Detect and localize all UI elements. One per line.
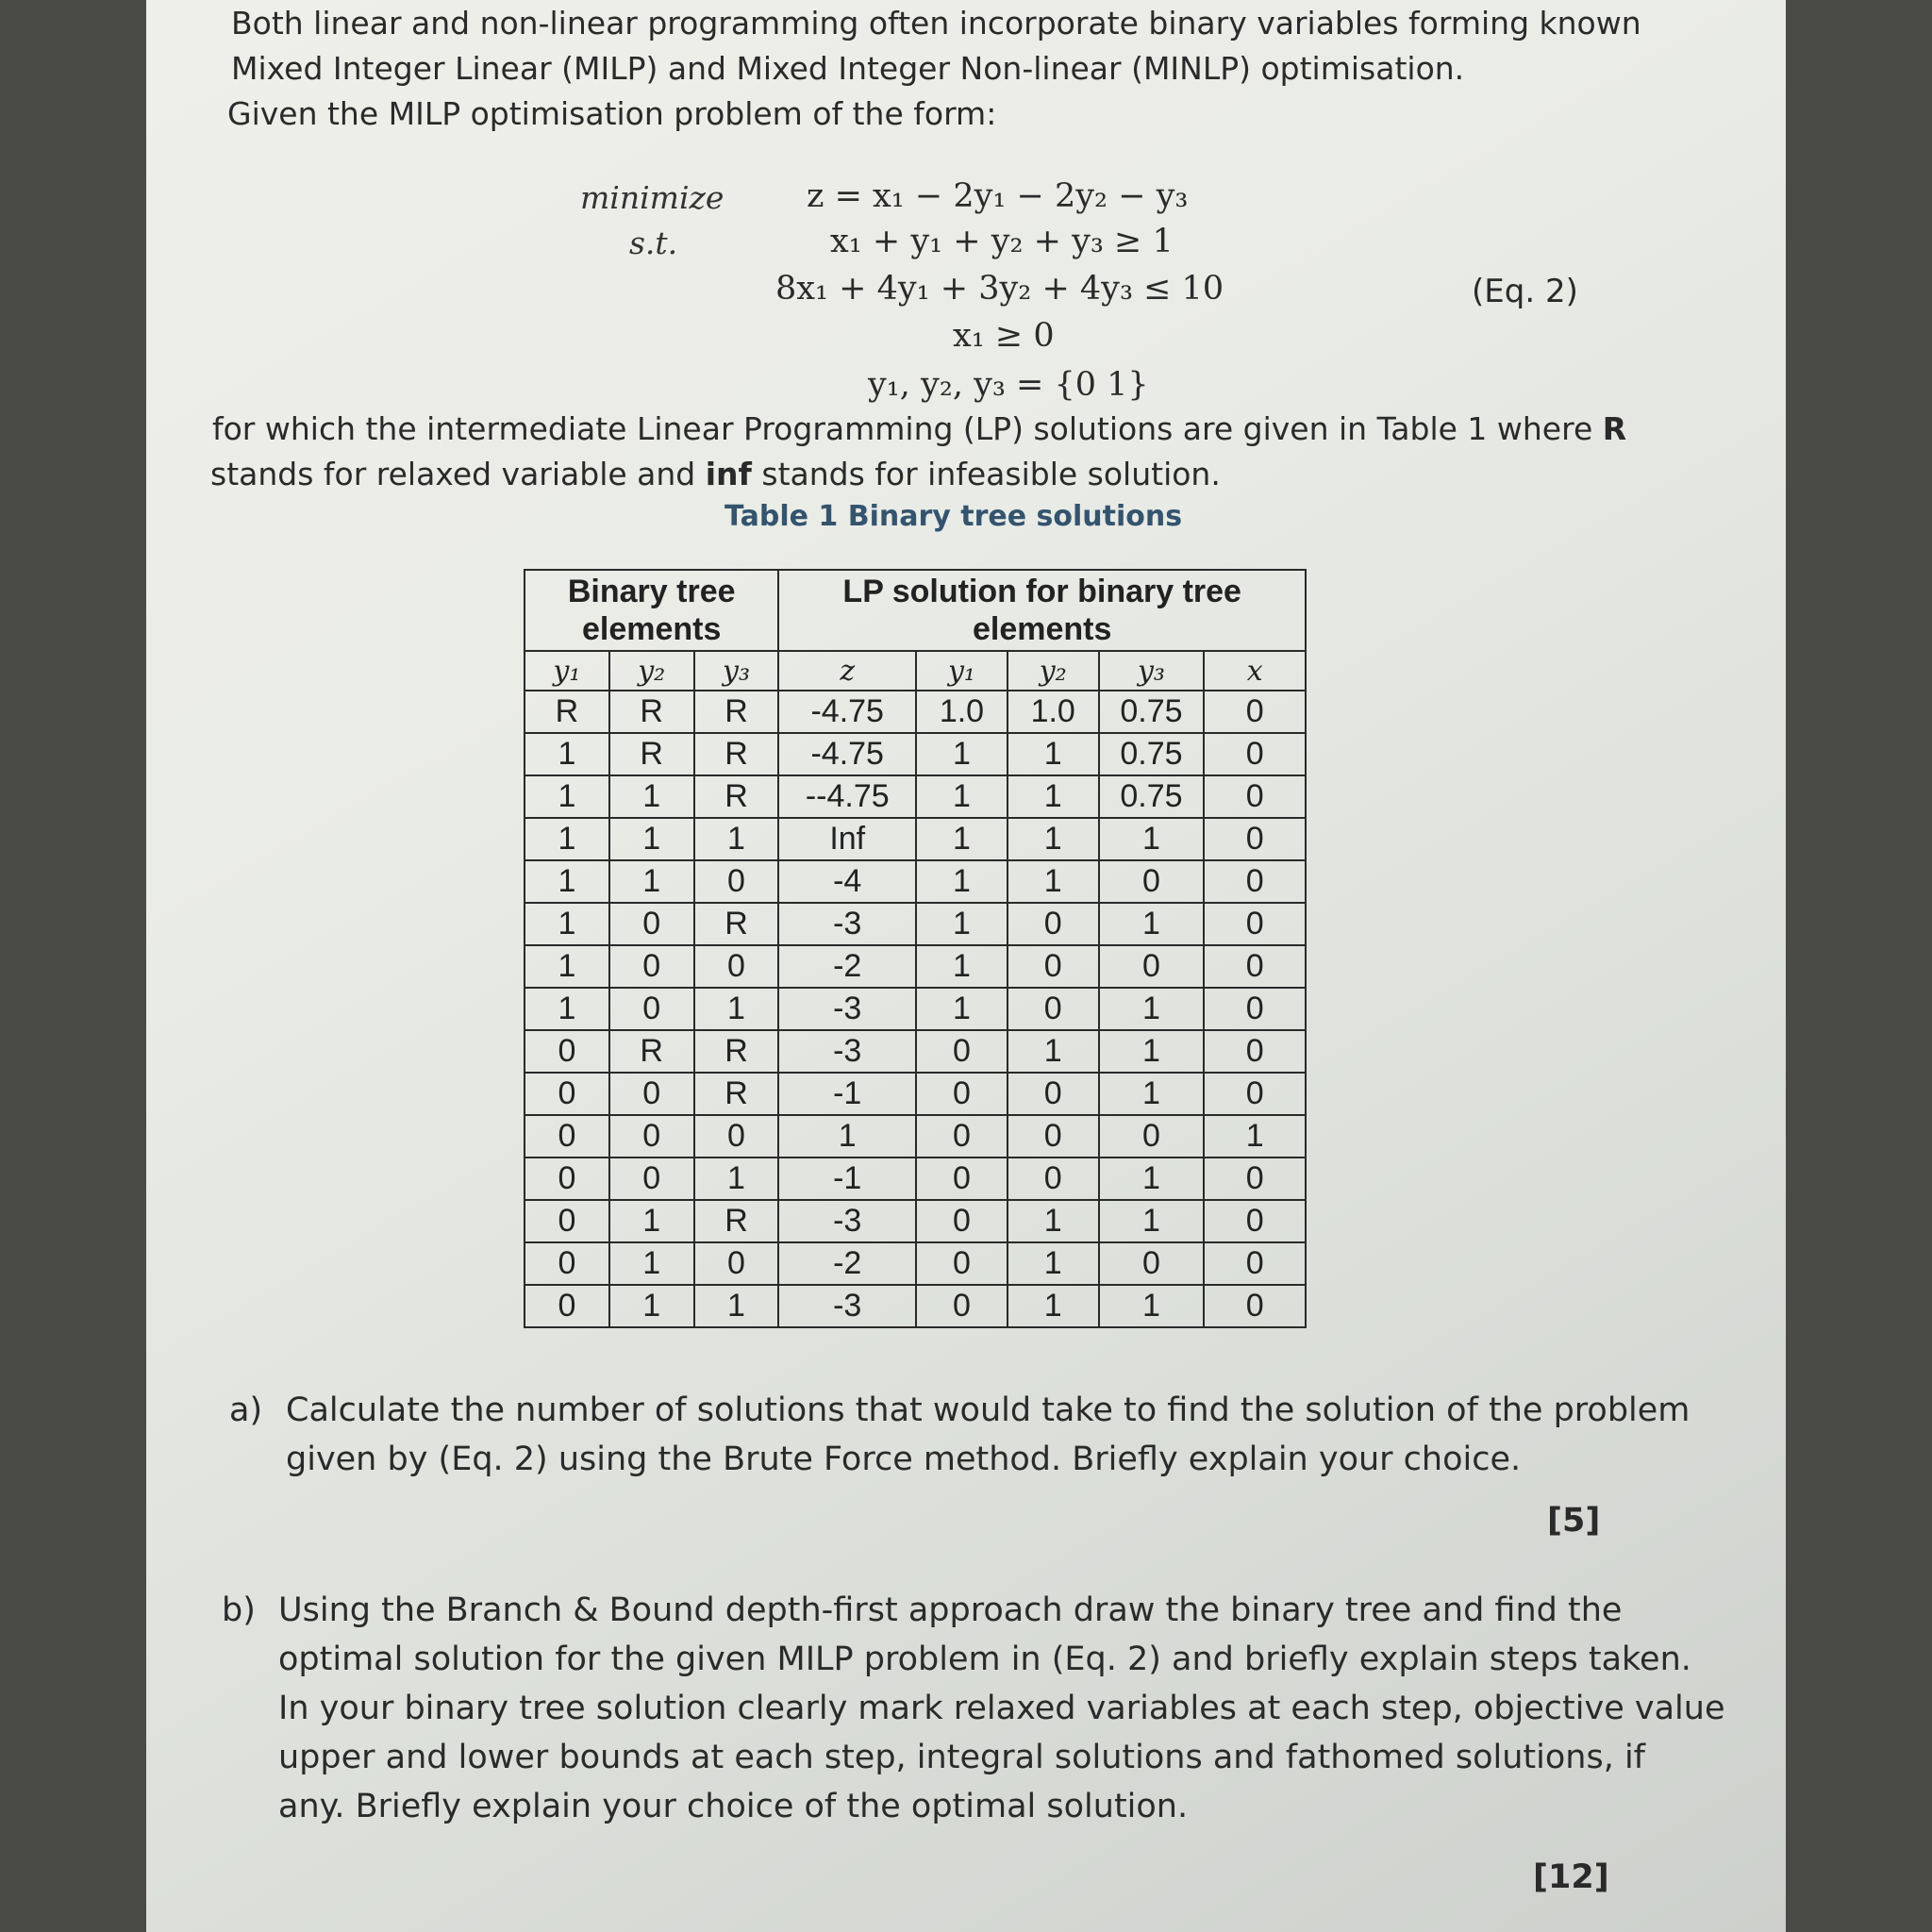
table-cell: 0 <box>1204 945 1306 988</box>
table-cell: 1 <box>525 733 609 775</box>
question-b-line-2: optimal solution for the given MILP problem in (Eq. 2) and briefly explain steps taken. <box>278 1641 1691 1678</box>
intro-line-2: Mixed Integer Linear (MILP) and Mixed Integer Non-linear (MINLP) optimisation. <box>231 50 1465 87</box>
table-cell: 1 <box>525 818 609 860</box>
table-cell: 0 <box>1204 733 1306 775</box>
question-b-line-4: upper and lower bounds at each step, integral solutions and fathomed solutions, if <box>278 1739 1645 1776</box>
table-cell: 1 <box>1008 818 1099 860</box>
table-cell: 0 <box>525 1242 609 1285</box>
table-cell: 0.75 <box>1099 733 1205 775</box>
table-cell: 0 <box>694 1115 779 1158</box>
table-cell: 0 <box>525 1073 609 1115</box>
question-b-line-1: Using the Branch & Bound depth-first approach draw the binary tree and find the <box>278 1591 1623 1629</box>
question-a-marks: [5] <box>1547 1502 1601 1540</box>
table-cell: 0 <box>609 988 694 1030</box>
group-header-lp-solution: LP solution for binary tree elements <box>778 570 1306 651</box>
question-b-line-3: In your binary tree solution clearly mark relaxed variables at each step, objective value <box>278 1690 1725 1727</box>
table-row <box>525 775 1306 818</box>
constraint-2: 8x₁ + 4y₁ + 3y₂ + 4y₃ ≤ 10 <box>775 270 1224 308</box>
table-cell: 0 <box>1204 860 1306 903</box>
table-cell: 0 <box>916 1115 1008 1158</box>
table-cell: 1 <box>694 1285 779 1327</box>
table-cell: 0 <box>1204 1242 1306 1285</box>
table-cell: 0 <box>694 1242 779 1285</box>
table-cell: 1 <box>1008 860 1099 903</box>
table-cell: 1 <box>609 1200 694 1242</box>
table-cell: 0 <box>1008 988 1099 1030</box>
table-cell: 0.75 <box>1099 775 1205 818</box>
table-cell: -2 <box>778 1242 916 1285</box>
table-cell: 1 <box>609 860 694 903</box>
table-sub-header-cell: z <box>778 651 916 691</box>
question-b-marks: [12] <box>1533 1858 1609 1896</box>
table-cell: 0 <box>1204 775 1306 818</box>
table-row <box>525 1242 1306 1285</box>
table-cell: -2 <box>778 945 916 988</box>
table-cell: 1 <box>916 988 1008 1030</box>
table-cell: R <box>609 733 694 775</box>
table-cell: 1 <box>1008 775 1099 818</box>
question-a-line-2: given by (Eq. 2) using the Brute Force method. Briefly explain your choice. <box>286 1441 1522 1478</box>
table-cell: 1 <box>525 860 609 903</box>
table-row <box>525 691 1306 733</box>
table-cell: 1 <box>916 945 1008 988</box>
binary-tree-table <box>524 569 1307 1328</box>
table-cell: 1 <box>916 818 1008 860</box>
table-cell: 0 <box>609 945 694 988</box>
table-cell: 1 <box>1099 1200 1205 1242</box>
table-cell: 1 <box>1008 1030 1099 1073</box>
table-cell: 1 <box>1008 1242 1099 1285</box>
table-cell: 1 <box>916 733 1008 775</box>
exam-page <box>146 0 1786 1932</box>
table-cell: 1 <box>1099 1285 1205 1327</box>
table-cell: -3 <box>778 903 916 945</box>
table-cell: 0 <box>1099 860 1205 903</box>
intro-line-3: Given the MILP optimisation problem of the form: <box>227 95 997 132</box>
table-sub-header-cell: y₃ <box>694 651 779 691</box>
table-cell: -4 <box>778 860 916 903</box>
table-cell: R <box>694 903 779 945</box>
table-row <box>525 1073 1306 1115</box>
table-cell: 1 <box>1099 988 1205 1030</box>
table-cell: 1 <box>1099 1158 1205 1200</box>
table-cell: 0 <box>609 1115 694 1158</box>
table-cell: R <box>609 691 694 733</box>
table-cell: -4.75 <box>778 733 916 775</box>
question-b-line-5: any. Briefly explain your choice of the optimal solution. <box>278 1788 1189 1825</box>
table-cell: -3 <box>778 1285 916 1327</box>
question-a-line-1: Calculate the number of solutions that would take to find the solution of the problem <box>286 1391 1690 1429</box>
table-sub-header-row <box>525 651 1306 691</box>
table-row <box>525 1115 1306 1158</box>
table-cell: -1 <box>778 1158 916 1200</box>
subject-to-label: s.t. <box>629 225 678 261</box>
table-sub-header-cell: y₁ <box>525 651 609 691</box>
after-line-2-text-c: stands for infeasible solution. <box>751 456 1221 492</box>
table-cell: 1 <box>778 1115 916 1158</box>
table-row <box>525 1285 1306 1327</box>
table-cell: 1 <box>1099 1030 1205 1073</box>
table-sub-header-cell: y₃ <box>1099 651 1205 691</box>
table-body <box>525 691 1306 1327</box>
table-cell: R <box>694 1200 779 1242</box>
table-cell: 1.0 <box>1008 691 1099 733</box>
table-cell: 1 <box>1099 818 1205 860</box>
table-cell: 1 <box>916 775 1008 818</box>
table-cell: 1.0 <box>916 691 1008 733</box>
table-cell: 0 <box>1099 1115 1205 1158</box>
minimize-label: minimize <box>580 179 724 216</box>
table-cell: 0 <box>694 945 779 988</box>
table-row <box>525 1030 1306 1073</box>
after-line-2 <box>210 453 1221 496</box>
intro-line-1: Both linear and non-linear programming often incorporate binary variables forming known <box>231 5 1641 42</box>
objective-function: z = x₁ − 2y₁ − 2y₂ − y₃ <box>807 177 1189 215</box>
table-cell: 1 <box>694 818 779 860</box>
table-row <box>525 1200 1306 1242</box>
table-cell: 0 <box>525 1030 609 1073</box>
table-cell: 0 <box>525 1115 609 1158</box>
table-cell: 0 <box>916 1200 1008 1242</box>
table-cell: 0 <box>1204 1030 1306 1073</box>
table-cell: R <box>609 1030 694 1073</box>
constraint-4: y₁, y₂, y₃ = {0 1} <box>868 366 1149 404</box>
table-cell: 0 <box>525 1200 609 1242</box>
table-cell: 0 <box>1204 1200 1306 1242</box>
table-row <box>525 945 1306 988</box>
table-cell: 0 <box>1008 945 1099 988</box>
table-cell: 0 <box>916 1073 1008 1115</box>
table-cell: 0 <box>1099 1242 1205 1285</box>
constraint-1: x₁ + y₁ + y₂ + y₃ ≥ 1 <box>830 223 1174 260</box>
constraint-3: x₁ ≥ 0 <box>953 317 1055 355</box>
relaxed-symbol: R <box>1602 410 1627 447</box>
table-cell: -1 <box>778 1073 916 1115</box>
table-cell: 0 <box>1204 1158 1306 1200</box>
table-row <box>525 903 1306 945</box>
table-sub-header-cell: x <box>1204 651 1306 691</box>
table-row <box>525 818 1306 860</box>
table-cell: 0 <box>1008 1115 1099 1158</box>
table-cell: Inf <box>778 818 916 860</box>
table-cell: 1 <box>1008 1200 1099 1242</box>
table-cell: R <box>694 733 779 775</box>
after-line-1 <box>212 408 1626 451</box>
table-cell: 0 <box>916 1285 1008 1327</box>
after-line-1-text: for which the intermediate Linear Programming (LP) solutions are given in Table 1 where <box>212 410 1603 447</box>
table-cell: 0 <box>1204 988 1306 1030</box>
table-cell: 0.75 <box>1099 691 1205 733</box>
table-cell: R <box>694 1030 779 1073</box>
table-cell: 0 <box>1204 903 1306 945</box>
equation-label: (Eq. 2) <box>1472 273 1578 310</box>
table-cell: 0 <box>609 903 694 945</box>
table-cell: 0 <box>525 1158 609 1200</box>
table-cell: R <box>525 691 609 733</box>
table-cell: 1 <box>525 775 609 818</box>
table-cell: R <box>694 1073 779 1115</box>
table-cell: 0 <box>1008 1073 1099 1115</box>
infeasible-symbol: inf <box>705 456 752 492</box>
table-caption: Table 1 Binary tree solutions <box>724 500 1183 533</box>
table-cell: 1 <box>609 1242 694 1285</box>
table-row <box>525 1158 1306 1200</box>
table-cell: 1 <box>609 818 694 860</box>
table-cell: 1 <box>1008 1285 1099 1327</box>
table-cell: 0 <box>1204 1073 1306 1115</box>
table-group-header-row <box>525 570 1306 651</box>
table-cell: 0 <box>916 1242 1008 1285</box>
after-line-2-text-a: stands for relaxed variable and <box>210 456 706 492</box>
question-a-label: a) <box>229 1391 263 1429</box>
table-cell: 1 <box>694 988 779 1030</box>
table-row <box>525 988 1306 1030</box>
table-cell: 1 <box>916 860 1008 903</box>
table-cell: 0 <box>694 860 779 903</box>
table-cell: 0 <box>1204 691 1306 733</box>
table-row <box>525 733 1306 775</box>
table-cell: 1 <box>1204 1115 1306 1158</box>
table-cell: 0 <box>1008 903 1099 945</box>
table-row <box>525 860 1306 903</box>
table-cell: 1 <box>1008 733 1099 775</box>
table-cell: 1 <box>1099 1073 1205 1115</box>
table-sub-header-cell: y₂ <box>1008 651 1099 691</box>
table-cell: 0 <box>916 1158 1008 1200</box>
table-cell: 0 <box>1204 818 1306 860</box>
table-cell: 1 <box>694 1158 779 1200</box>
table-cell: -4.75 <box>778 691 916 733</box>
table-cell: 0 <box>525 1285 609 1327</box>
table-cell: 1 <box>1099 903 1205 945</box>
table-cell: 1 <box>525 945 609 988</box>
table-sub-header-cell: y₁ <box>916 651 1008 691</box>
table-sub-header-cell: y₂ <box>609 651 694 691</box>
table-cell: 0 <box>1008 1158 1099 1200</box>
question-b-label: b) <box>222 1591 256 1629</box>
table-cell: R <box>694 691 779 733</box>
table-cell: 0 <box>1204 1285 1306 1327</box>
group-header-binary-tree: Binary tree elements <box>525 570 778 651</box>
table-cell: 0 <box>609 1073 694 1115</box>
table-cell: 0 <box>1099 945 1205 988</box>
table-cell: 1 <box>609 775 694 818</box>
table-cell: R <box>694 775 779 818</box>
table-cell: -3 <box>778 1200 916 1242</box>
table-cell: --4.75 <box>778 775 916 818</box>
table-cell: 1 <box>525 988 609 1030</box>
table-cell: 1 <box>609 1285 694 1327</box>
table-cell: 1 <box>525 903 609 945</box>
table-cell: 0 <box>609 1158 694 1200</box>
table-cell: 0 <box>916 1030 1008 1073</box>
table-cell: 1 <box>916 903 1008 945</box>
table-cell: -3 <box>778 1030 916 1073</box>
table-cell: -3 <box>778 988 916 1030</box>
